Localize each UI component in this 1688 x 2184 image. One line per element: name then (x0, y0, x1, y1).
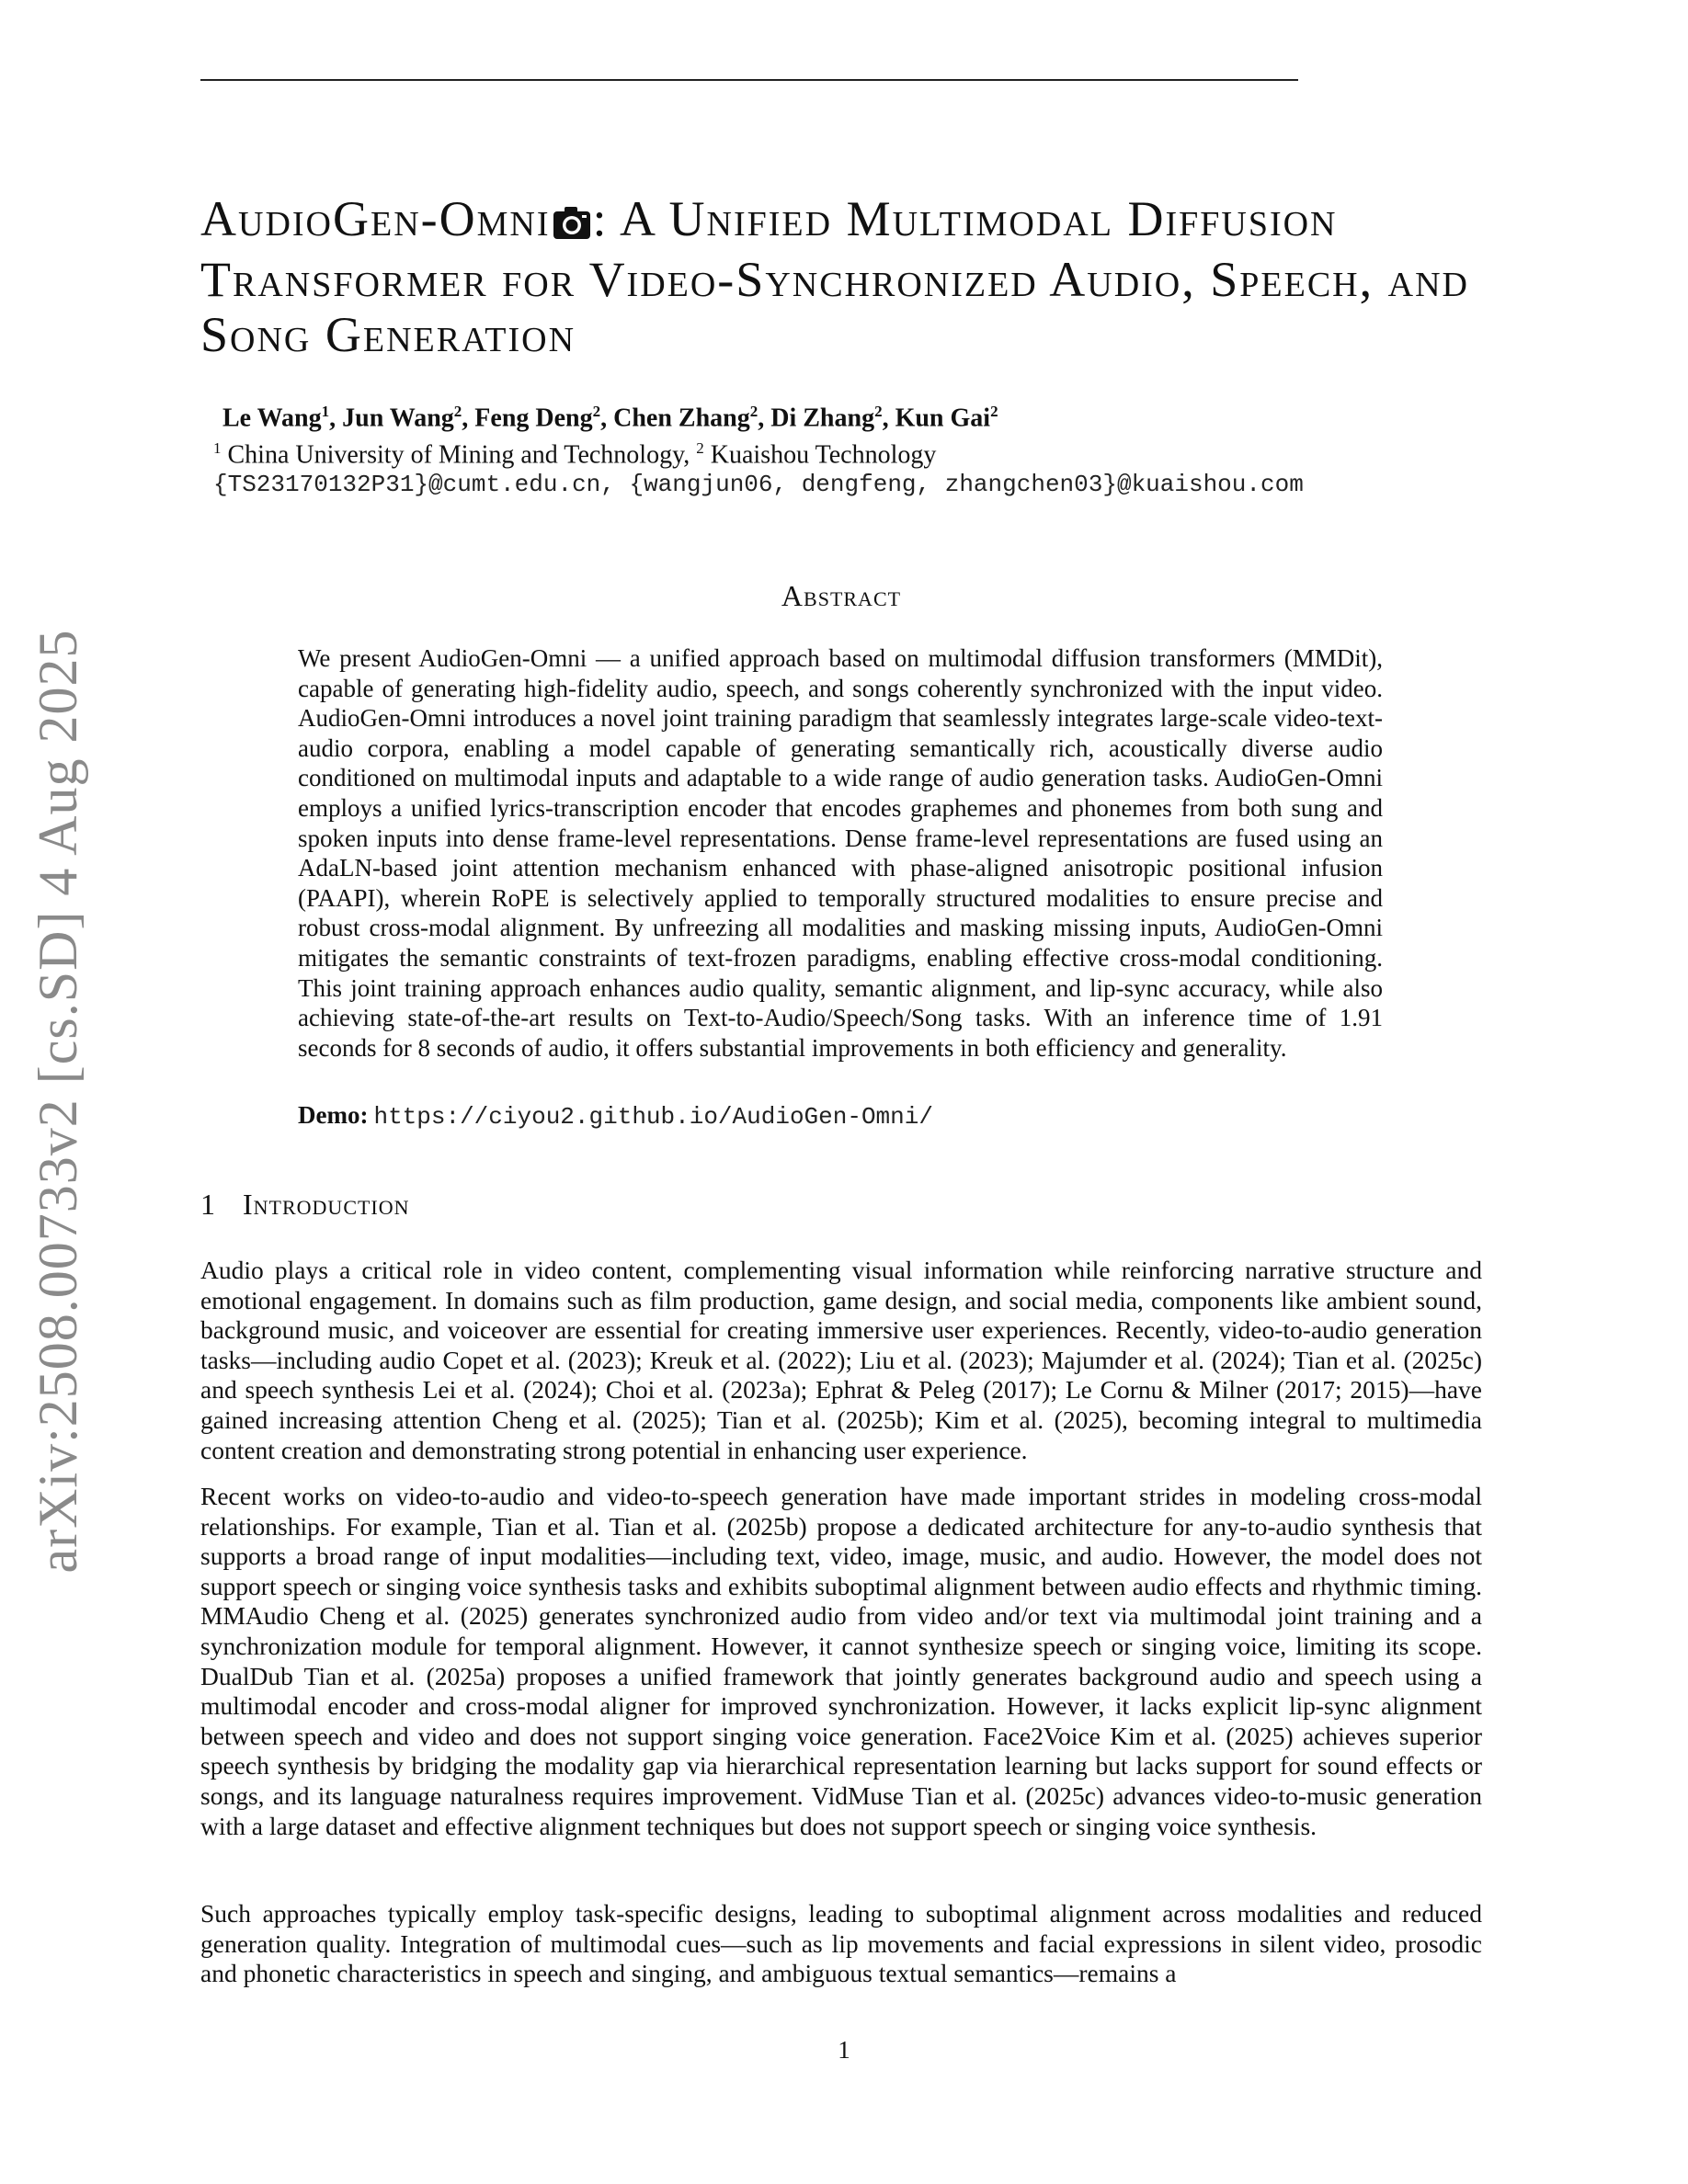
author-affiliation-mark: 2 (874, 403, 883, 420)
affiliation-mark: 2 (696, 439, 704, 457)
author-affiliation-mark: 2 (453, 403, 462, 420)
section-number: 1 (200, 1188, 215, 1221)
author-name: Feng Deng (474, 404, 593, 433)
affiliation-1: China University of Mining and Technology, (221, 440, 697, 470)
author-name: Kun Gai (895, 404, 991, 433)
author-affiliation-mark: 2 (592, 403, 601, 420)
abstract-text: We present AudioGen-Omni — a unified approach based on multimodal diffusion transformers (MMDit), capable of generating high-fidelity audio, speech, and songs coherently synchronized with the input video. AudioGen-Omni introduces a novel joint training paradigm that seamlessly integrates large-scale video-text-audio corpora, enabling a model capable of generating semantically rich, acoustically diverse audio conditioned on multimodal inputs and adaptable to a wide range of audio generation tasks. AudioGen-Omni employs a unified lyrics-transcription encoder that encodes graphemes and phonemes from both sung and spoken inputs into dense frame-level representations. Dense frame-level representations are fused using an AdaLN-based joint attention mechanism enhanced with phase-aligned anisotropic positional infusion (PAAPI), wherein RoPE is selectively applied to temporally structured modalities to ensure precise and robust cross-modal alignment. By unfreezing all modalities and masking missing inputs, AudioGen-Omni mitigates the semantic constraints of text-frozen paradigms, enabling effective cross-modal conditioning. This joint training approach enhances audio quality, semantic alignment, and lip-sync accuracy, while also achieving state-of-the-art results on Text-to-Audio/Speech/Song tasks. With an inference time of 1.91 seconds for 8 seconds of audio, it offers substantial improvements in both efficiency and generality. (298, 644, 1383, 1062)
page-number: 1 (838, 2036, 850, 2064)
camera-icon (553, 197, 591, 252)
author-affiliation-mark: 1 (321, 403, 330, 420)
section-heading (200, 1188, 936, 1222)
author-emails: {TS23170132P31}@cumt.edu.cn, {wangjun06, dengfeng, zhangchen03}@kuaishou.com (213, 471, 1304, 498)
affiliations (213, 439, 1500, 470)
intro-paragraph-3: Such approaches typically employ task-specific designs, leading to suboptimal alignment across modalities and reduced generation quality. Integration of multimodal cues—such as lip movements and facial expressions in silent video, prosodic and phonetic characteristics in speech and singing, and ambiguous textual semantics—remains a (200, 1899, 1482, 1988)
demo-label: Demo: (298, 1101, 369, 1129)
paper-title (200, 191, 1482, 362)
author-affiliation-mark: 2 (990, 403, 998, 420)
author-name: Jun Wang (342, 404, 454, 433)
arxiv-identifier[interactable]: arXiv:2508.00733v2 [cs.SD] 4 Aug 2025 (27, 629, 88, 1574)
affiliation-2: Kuaishou Technology (703, 440, 937, 470)
top-rule (200, 79, 1298, 81)
abstract-heading: Abstract (781, 579, 902, 612)
demo-link[interactable]: https://ciyou2.github.io/AudioGen-Omni/ (373, 1103, 933, 1131)
author-name: Chen Zhang (613, 404, 750, 433)
affiliation-mark: 1 (213, 439, 222, 457)
author-name: Di Zhang (770, 404, 875, 433)
title-rest: : A Unified Multimodal Diffusion Transformer for Video-Synchronized Audio, Speech, and Song Generation (200, 191, 1469, 362)
author-affiliation-mark: 2 (749, 403, 758, 420)
section-title: Introduction (243, 1188, 410, 1221)
demo-line (298, 1101, 1383, 1131)
intro-paragraph-2: Recent works on video-to-audio and video-to-speech generation have made important strides in modeling cross-modal relationships. For example, Tian et al. Tian et al. (2025b) propose a dedicated architecture for any-to-audio synthesis that supports a broad range of input modalities—including text, video, image, music, and audio. However, the model does not support speech or singing voice synthesis tasks and exhibits suboptimal alignment between audio effects and rhythmic timing. MMAudio Cheng et al. (2025) generates synchronized audio from video and/or text via multimodal joint training and a synchronization module for temporal alignment. However, it cannot synthesize speech or singing voice, limiting its scope. DualDub Tian et al. (2025a) proposes a unified framework that jointly generates background audio and speech using a multimodal encoder and cross-modal aligner for improved synchronization. However, it lacks explicit lip-sync alignment between speech and video and does not support singing voice generation. Face2Voice Kim et al. (2025) achieves superior speech synthesis by bridging the modality gap via hierarchical representation learning but lacks support for sound effects or songs, and its language naturalness requires improvement. VidMuse Tian et al. (2025c) advances video-to-music generation with a large dataset and effective alignment techniques but does not support speech or singing voice synthesis. (200, 1482, 1482, 1840)
intro-paragraph-1: Audio plays a critical role in video content, complementing visual information while reinforcing narrative structure and emotional engagement. In domains such as film production, game design, and social media, components like ambient sound, background music, and voiceover are essential for creating immersive user experiences. Recently, video-to-audio generation tasks—including audio Copet et al. (2023); Kreuk et al. (2022); Liu et al. (2023); Majumder et al. (2024); Tian et al. (2025c) and speech synthesis Lei et al. (2024); Choi et al. (2023a); Ephrat & Peleg (2017); Le Cornu & Milner (2017; 2015)—have gained increasing attention Cheng et al. (2025); Tian et al. (2025b); Kim et al. (2025), becoming integral to multimedia content creation and demonstrating strong potential in enhancing user experience. (200, 1256, 1482, 1464)
author-list: Le Wang$^1$, Jun Wang$^2$, Feng Deng$^2$, Chen Zhang$^2$, Di Zhang$^2$, Kun Gai$^2$ (222, 403, 998, 433)
author-name: Le Wang (222, 404, 322, 433)
title-name: AudioGen-Omni (200, 191, 551, 246)
